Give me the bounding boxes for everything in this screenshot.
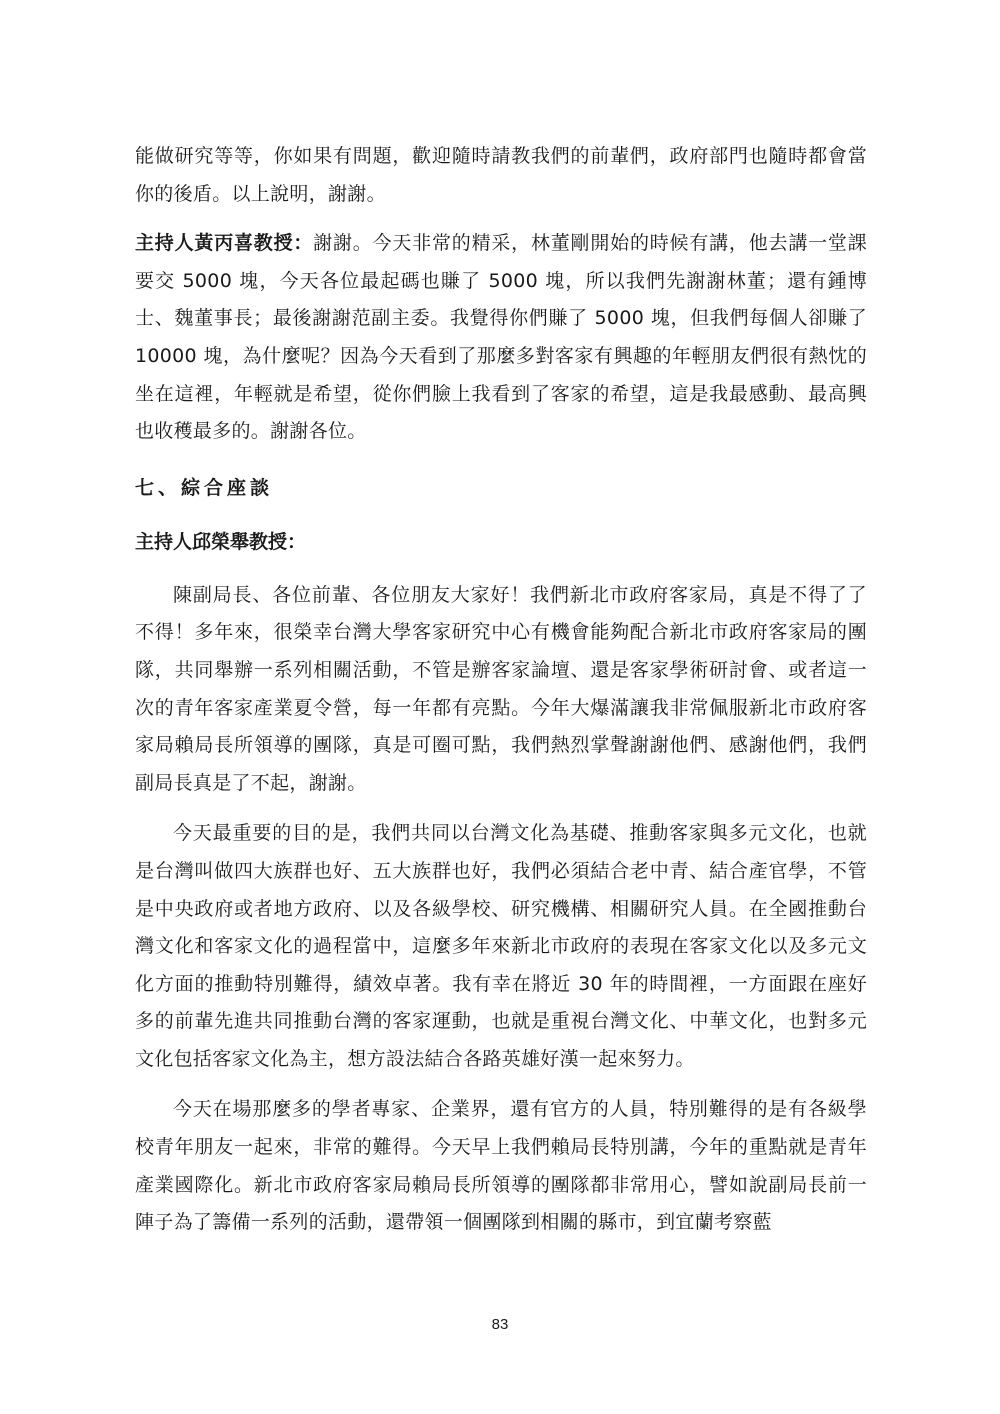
page-body <box>135 138 867 1242</box>
paragraph-3: 陳副局長、各位前輩、各位朋友大家好！我們新北市政府客家局，真是不得了了不得！多年來，很榮幸台灣大學客家研究中心有機會能夠配合新北市政府客家局的團隊，共同舉辦一系列相關活動，不管是辦客家論壇、還是客家學術研討會、或者這一次的青年客家產業夏令營，每一年都有亮點。今年大爆滿讓我非常佩服新北市政府客家局賴局長所領導的團隊，真是可圈可點，我們熱烈掌聲謝謝他們、感謝他們，我們副局長真是了不起，謝謝。 <box>135 583 867 794</box>
page-number: 83 <box>491 1316 509 1333</box>
paragraph-1: 能做研究等等，你如果有問題，歡迎隨時請教我們的前輩們，政府部門也隨時都會當你的後盾。以上說明，謝謝。 <box>135 145 867 205</box>
paragraph-2-text: 謝謝。今天非常的精采，林董剛開始的時候有講，他去講一堂課要交 5000 塊，今天各位最起碼也賺了 5000 塊，所以我們先謝謝林董；還有鍾博士、魏董事長；最後謝謝范副主委。我覺得你們賺了 5000 塊，但我們每個人卻賺了 10000 塊，為什麼呢？因為今天看到了那麼多對客家有興趣的年輕朋友們很有熱忱的坐在這裡，年輕就是希望，從你們臉上我看到了客家的希望，這是我最感動、最高興也收穫最多的。謝謝各位。 <box>135 232 868 443</box>
paragraph-4: 今天最重要的目的是，我們共同以台灣文化為基礎、推動客家與多元文化，也就是台灣叫做四大族群也好、五大族群也好，我們必須結合老中青、結合產官學，不管是中央政府或者地方政府、以及各級學校、研究機構、相關研究人員。在全國推動台灣文化和客家文化的過程當中，這麼多年來新北市政府的表現在客家文化以及多元文化方面的推動特別難得，績效卓著。我有幸在將近 30 年的時間裡，一方面跟在座好多的前輩先進共同推動台灣的客家運動，也就是重視台灣文化、中華文化，也對多元文化包括客家文化為主，想方設法結合各路英雄好漢一起來努力。 <box>135 822 867 1070</box>
speaker-label-chiu: 主持人邱榮舉教授： <box>135 530 307 553</box>
paragraph-2 <box>135 225 867 451</box>
speaker-label-huang: 主持人黃丙喜教授： <box>135 232 314 255</box>
paragraph-5: 今天在場那麼多的學者專家、企業界，還有官方的人員，特別難得的是有各級學校青年朋友一起來，非常的難得。今天早上我們賴局長特別講，今年的重點就是青年產業國際化。新北市政府客家局賴局長所領導的團隊都非常用心，譬如說副局長前一陣子為了籌備一系列的活動，還帶領一個團隊到相關的縣市，到宜蘭考察藍 <box>135 1098 867 1234</box>
section-heading: 七、綜合座談 <box>135 476 274 499</box>
